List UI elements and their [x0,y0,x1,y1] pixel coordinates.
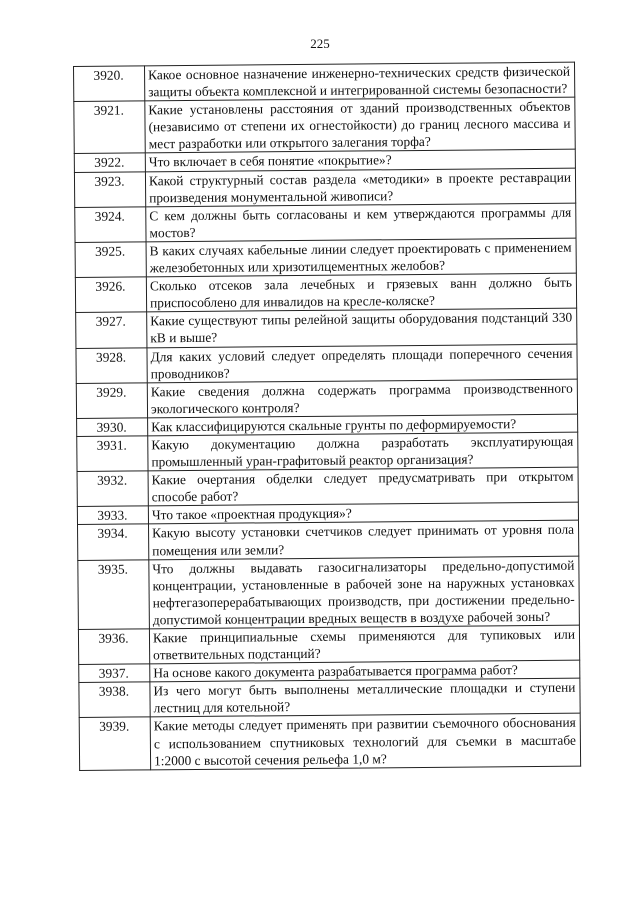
question-text: Какие методы следует применять при развитии съемочного обоснования с использованием спутниковых технологий для съемки в масштабе 1:2000 с высотой сечения рельефа 1,0 м? [150,714,580,770]
table-row [74,62,575,102]
question-number: 3936. [78,629,149,665]
table-row [74,97,575,154]
table-row [77,467,578,507]
question-text: Сколько отсеков зала лечебных и грязевых ванн должно быть приспособлено для инвалидов на кресле-коляске? [146,273,576,312]
question-text: Какие очертания обделки следует предусматривать при открытом способе работ? [148,467,578,506]
question-text: Для каких условий следует определять площади поперечного сечения проводников? [147,344,577,383]
question-number: 3920. [74,66,145,102]
table-row [78,625,579,665]
table-row [75,238,576,278]
questions-table [73,62,581,771]
question-text: Что такое «проектная продукция»? [148,502,578,524]
table-row [77,432,578,472]
table-row [78,556,580,630]
question-text: Из чего могут быть выполнены металлические площадки и ступени лестниц для котельной? [150,678,580,717]
question-number: 3933. [77,506,148,525]
question-text: Как классифицируются скальные грунты по деформируемости? [148,414,578,436]
table-row [79,678,580,718]
table-row [74,168,575,208]
question-number: 3925. [75,242,146,278]
question-number: 3935. [78,559,150,629]
table-row [76,308,577,348]
table-row [75,273,576,313]
question-number: 3930. [77,418,148,437]
question-number: 3921. [74,101,145,154]
question-text: Какой структурный состав раздела «методики» в проекте реставрации произведения монументальной живописи? [145,168,575,207]
question-number: 3932. [77,471,148,507]
question-number: 3923. [74,171,145,207]
question-text: Что включает в себя понятие «покрытие»? [145,150,575,172]
question-text: Что должны выдавать газосигнализаторы предельно-допустимой концентрации, установленные в рабочей зоне на наружных установках нефтегазоперерабатывающих производств, при достижении предельно-допустимой концентрации вредных веществ в воздухе рабочей зоны? [149,556,580,629]
question-number: 3934. [78,524,149,560]
question-number: 3926. [75,277,146,313]
question-number: 3931. [77,436,148,472]
question-number: 3927. [76,312,147,348]
question-text: Какие существуют типы релейной защиты оборудования подстанций 330 кВ и выше? [147,308,577,347]
question-text: Какую высоту установки счетчиков следует принимать от уровня пола помещения или земли? [149,521,579,560]
table-row [75,203,576,243]
question-number: 3928. [76,347,147,383]
question-text: Какие принципиальные схемы применяются для тупиковых или ответвительных подстанций? [149,625,579,664]
question-text: С кем должны быть согласованы и кем утверждаются программы для мостов? [146,203,576,242]
question-number: 3929. [76,383,147,419]
question-number: 3938. [79,682,150,718]
question-text: На основе какого документа разрабатывается программа работ? [150,660,580,682]
table-row [76,379,577,419]
question-text: Какую документацию должна разработать эксплуатирующая промышленный уран-графитовый реактор организация? [148,432,578,471]
questions-table-body [74,62,581,770]
question-text: Какие установлены расстояния от зданий производственных объектов (независимо от степени их огнестойкости) до границ лесного массива и мест разработки или открытого залегания торфа? [145,97,575,153]
question-number: 3922. [74,153,145,172]
question-text: Какие сведения должна содержать программа производственного экологического контроля? [147,379,577,418]
question-text: Какое основное назначение инженерно-технических средств физической защиты объекта комплексной и интегрированной системы безопасности? [145,62,575,101]
page-number: 225 [310,36,330,51]
question-number: 3939. [79,717,150,770]
table-row [76,344,577,384]
table-row [79,714,580,771]
table-row [78,521,579,561]
question-text: В каких случаях кабельные линии следует проектировать с применением железобетонных или хризотилцементных желобов? [146,238,576,277]
question-number: 3937. [79,664,150,683]
question-number: 3924. [75,207,146,243]
